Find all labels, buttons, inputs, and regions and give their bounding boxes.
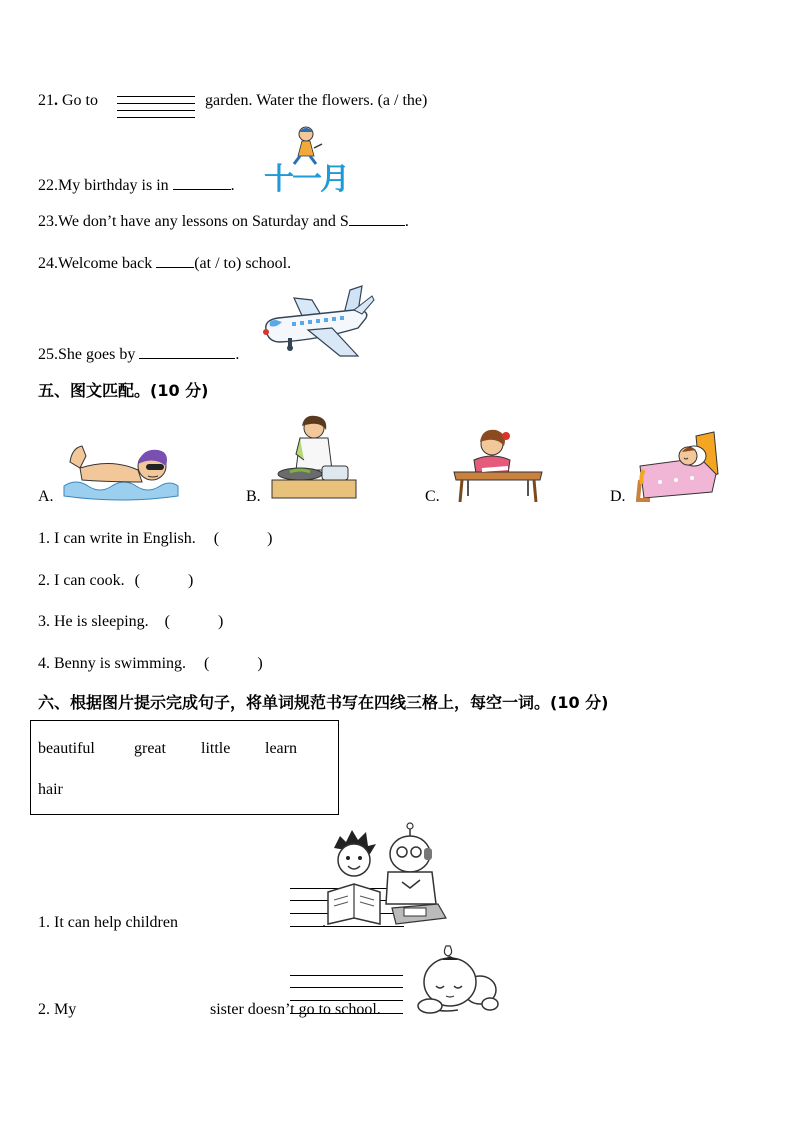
section-5-heading: 五、图文匹配。(10 分) — [38, 381, 209, 400]
question-22 — [38, 177, 235, 195]
question-text: 22.My birthday is in — [38, 177, 169, 194]
answer-paren[interactable]: ( ) — [134, 572, 194, 589]
answer-paren[interactable]: ( ) — [204, 655, 263, 672]
option-a-image — [62, 434, 180, 502]
question-21-rest: garden. Water the flowers. (a / the) — [205, 92, 428, 109]
question-dot: . — [54, 92, 58, 109]
option-a-label: A. — [38, 488, 54, 505]
question-25 — [38, 346, 239, 364]
answer-blank[interactable] — [156, 267, 194, 268]
section-6-heading: 六、根据图片提示完成句子，将单词规范书写在四线三格上，每空一词。(10 分) — [38, 693, 609, 712]
match-item-3 — [38, 608, 223, 631]
four-line-writing-blank[interactable] — [117, 94, 195, 120]
sleeping-baby-icon — [414, 942, 500, 1018]
match-item-1 — [38, 525, 272, 548]
question-text: 23.We don’t have any lessons on Saturday and S — [38, 213, 349, 230]
answer-paren[interactable]: ( ) — [164, 613, 224, 630]
option-d-label: D. — [610, 488, 626, 505]
sleeping-child-icon — [636, 430, 722, 502]
match-text: 2. I can cook. — [38, 572, 125, 589]
november-calendar-image — [262, 122, 358, 197]
match-item-4 — [38, 650, 263, 673]
word-bank-word: beautiful — [38, 740, 95, 757]
match-text: 3. He is sleeping. — [38, 613, 149, 630]
word-bank-word: little — [201, 740, 231, 757]
period: . — [230, 177, 235, 194]
swimming-boy-icon — [62, 434, 180, 502]
option-b-image — [270, 414, 358, 502]
match-text: 4. Benny is swimming. — [38, 655, 187, 672]
word-bank-word: learn — [265, 740, 297, 757]
match-item-2 — [38, 567, 193, 590]
match-text: 1. I can write in English. — [38, 530, 196, 547]
answer-blank[interactable] — [139, 358, 235, 359]
baby-sleeping-image — [414, 942, 500, 1018]
option-b-label: B. — [246, 488, 261, 505]
fill-question-1: 1. It can help children — [38, 914, 178, 931]
question-24 — [38, 255, 291, 273]
question-text: Go to — [58, 92, 98, 109]
airplane-icon — [258, 282, 376, 362]
question-23 — [38, 213, 409, 231]
airplane-image — [258, 282, 376, 362]
calendar-month-label: 十一月 — [264, 162, 348, 197]
option-c-label: C. — [425, 488, 440, 505]
question-21 — [38, 92, 98, 110]
fill-question-2: 2. My — [38, 1001, 77, 1018]
answer-paren[interactable]: ( ) — [213, 530, 273, 547]
writing-girl-icon — [448, 426, 546, 504]
period: . — [404, 213, 409, 230]
period: . — [235, 346, 240, 363]
cooking-woman-icon — [270, 414, 358, 502]
fill-question-2-rest: sister doesn’t go to school. — [210, 1001, 381, 1018]
word-bank-word: great — [134, 740, 166, 757]
period: . — [322, 914, 326, 931]
word-bank-box — [30, 720, 339, 815]
boy-and-robot-image — [326, 822, 448, 928]
option-c-image — [448, 426, 546, 504]
word-bank-word: hair — [38, 781, 63, 798]
question-text: 24.Welcome back — [38, 255, 153, 272]
question-text-rest: (at / to) school. — [194, 255, 292, 272]
answer-blank[interactable] — [349, 225, 405, 226]
option-d-image — [636, 430, 722, 502]
answer-blank[interactable] — [173, 189, 231, 190]
boy-reading-with-robot-icon — [326, 822, 448, 928]
question-text: 25.She goes by — [38, 346, 136, 363]
question-number: 21 — [38, 92, 54, 109]
